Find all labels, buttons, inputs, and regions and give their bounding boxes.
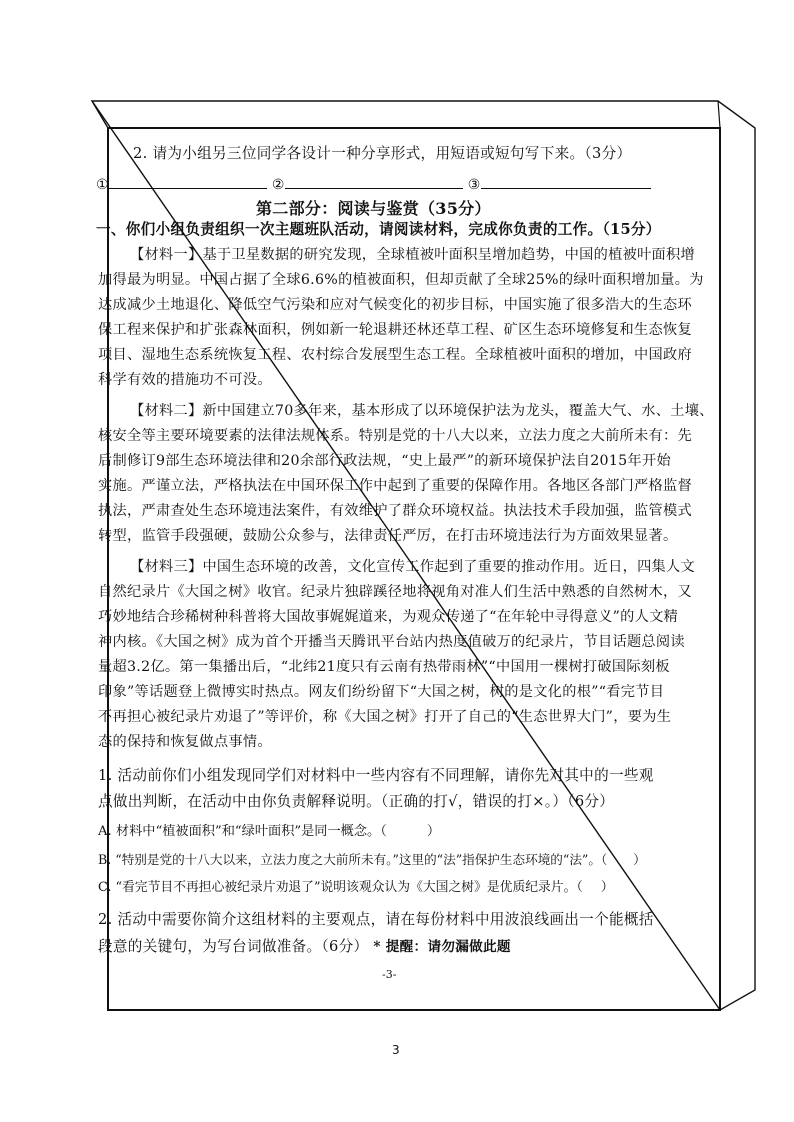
blank-mark-3: ③: [467, 177, 481, 193]
material-line: 巧妙地结合珍稀树种科普将大国故事娓娓道来，为观众传递了“在年轮中寻得意义”的人文精: [98, 609, 679, 625]
material-line: 后制修订9部生态环境法律和20余部行政法规，“史上最严”的新环境保护法自2015年开始: [98, 453, 671, 469]
material-line: 转型，监管手段强硬，鼓励公众参与，法律责任严厉，在打击环境违法行为方面效果显著。: [98, 528, 678, 544]
answer-blanks-row: [96, 173, 651, 195]
page-number: 3: [392, 1043, 400, 1057]
option-b: B. “特别是党的十八大以来，立法力度之大前所未有。”这里的“法”指保护生态环境的“法”。（ ）: [98, 852, 646, 867]
material-line: 印象”等话题登上微博实时热点。网友们纷纷留下“大国之树，树的是文化的根”“看完节目: [98, 684, 665, 700]
answer-blank-3[interactable]: [481, 173, 651, 189]
blank-mark-1: ①: [96, 177, 110, 193]
material-line: 科学有效的措施功不可没。: [98, 372, 272, 388]
option-a: A. 材料中“植被面积”和“绿叶面积”是同一概念。（ ）: [98, 824, 441, 839]
question-2-line: 2. 活动中需要你简介这组材料的主要观点，请在每份材料中用波浪线画出一个能概括: [98, 911, 654, 928]
material-line: 【材料一】基于卫星数据的研究发现，全球植被叶面积呈增加趋势，中国的植被叶面积增: [130, 247, 696, 263]
part-one-title: 一、你们小组负责组织一次主题班队活动，请阅读材料，完成你负责的工作。（15分）: [96, 221, 661, 238]
blank-mark-2: ②: [271, 177, 285, 193]
material-line: 【材料三】中国生态环境的改善，文化宣传工作起到了重要的推动作用。近日，四集人文: [130, 559, 696, 575]
inner-page-number: -3-: [382, 968, 397, 981]
reminder-note: * 提醒：请勿漏做此题: [373, 939, 511, 955]
material-line: 量超3.2亿。第一集播出后，“北纬21度只有云南有热带雨林”“中国用一棵树打破国际刻板: [98, 659, 670, 675]
material-line: 达成减少土地退化、降低空气污染和应对气候变化的初步目标，中国实施了很多浩大的生态环: [98, 297, 692, 313]
material-line: 保工程来保护和扩张森林面积，例如新一轮退耕还林还草工程、矿区生态环境修复和生态恢复: [98, 322, 692, 338]
material-line: 【材料二】新中国建立70多年来，基本形成了以环境保护法为龙头，覆盖大气、水、土壤、: [130, 403, 714, 419]
question-1-line: 点做出判断，在活动中由你负责解释说明。（正确的打√，错误的打×。）（6分）: [98, 793, 615, 810]
answer-blank-1[interactable]: [109, 173, 267, 189]
material-line: 实施。严谨立法，严格执法在中国环保工作中起到了重要的保障作用。各地区各部门严格监督: [98, 478, 692, 494]
material-line: 项目、湿地生态系统恢复工程、农村综合发展型生态工程。全球植被叶面积的增加，中国政府: [98, 347, 692, 363]
box-corner-edge: [718, 101, 720, 128]
question-1-line: 1. 活动前你们小组发现同学们对材料中一些内容有不同理解，请你先对其中的一些观: [98, 767, 654, 784]
material-line: 执法，严肃查处生态环境违法案件，有效维护了群众环境权益。执法技术手段加强，监管模式: [98, 503, 692, 519]
box-top-edge: [92, 101, 720, 128]
material-line: 核安全等主要环境要素的法律法规体系。特别是党的十八大以来，立法力度之大前所未有：先: [98, 428, 692, 444]
question-share-forms: 2. 请为小组另三位同学各设计一种分享形式，用短语或短句写下来。（3分）: [133, 145, 632, 162]
material-line: 神内核。《大国之树》成为首个开播当天腾讯平台站内热度值破万的纪录片，节目话题总阅读: [98, 634, 685, 650]
section-title: 第二部分：阅读与鉴赏（35分）: [256, 199, 491, 218]
material-line: 不再担心被纪录片劝退了”等评价，称《大国之树》打开了自己的“生态世界大门”，要为生: [98, 709, 672, 725]
material-line: 自然纪录片《大国之树》收官。纪录片独辟蹊径地将视角对准人们生活中熟悉的自然树木，又: [98, 584, 692, 600]
material-line: 态的保持和恢复做点事情。: [98, 734, 272, 750]
material-line: 加得最为明显。中国占据了全球6.6%的植被面积，但却贡献了全球25%的绿叶面积增加量。为: [98, 272, 704, 288]
answer-blank-2[interactable]: [285, 173, 463, 189]
option-c: C. “看完节目不再担心被纪录片劝退了”说明该观众认为《大国之树》是优质纪录片。（ ）: [98, 880, 614, 895]
question-2-line: 段意的关键句，为写台词做准备。（6分） * 提醒：请勿漏做此题: [98, 938, 511, 955]
